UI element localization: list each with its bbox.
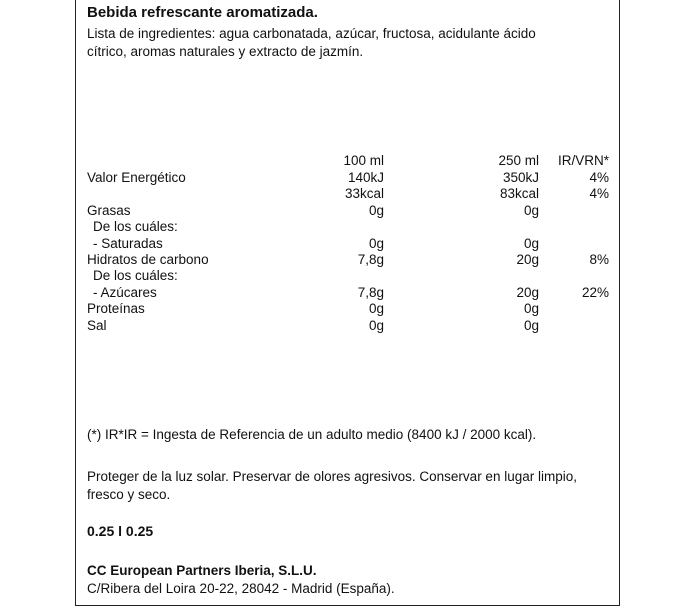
salt-100ml: 0g [368, 318, 384, 333]
row-label-saturated: - Saturadas [93, 236, 163, 251]
company-address: C/Ribera del Loira 20-22, 28042 - Madrid (España). [87, 581, 395, 596]
carbohydrates-250ml: 20g [516, 252, 539, 267]
carbohydrates-ir: 8% [589, 252, 609, 267]
protein-100ml: 0g [368, 301, 384, 316]
row-label-carbohydrates: Hidratos de carbono [87, 252, 209, 267]
row-label-salt: Sal [87, 318, 107, 333]
ingredients-list: Lista de ingredientes: agua carbonatada, azúcar, fructosa, acidulante ácido cítrico, aromas naturales y extracto de jazmín. [87, 26, 536, 59]
salt-250ml: 0g [523, 318, 539, 333]
row-label-energy: Valor Energético [87, 170, 186, 185]
energy-kcal-ir: 4% [589, 186, 609, 201]
row-label-fat-of-which: De los cuáles: [93, 219, 178, 234]
row-label-fat: Grasas [87, 203, 131, 218]
protein-250ml: 0g [523, 301, 539, 316]
sugars-100ml: 7,8g [357, 285, 384, 300]
header-250ml: 250 ml [498, 153, 539, 168]
storage-instructions: Proteger de la luz solar. Preservar de olores agresivos. Conservar en lugar limpio, fresco y seco. [87, 469, 577, 502]
sugars-ir: 22% [581, 285, 609, 300]
volume-text: 0.25 l 0.25 [87, 523, 154, 539]
fat-100ml: 0g [368, 203, 384, 218]
row-label-sugars: - Azúcares [93, 285, 157, 300]
saturated-250ml: 0g [523, 236, 539, 251]
row-label-protein: Proteínas [87, 301, 145, 316]
fat-250ml: 0g [523, 203, 539, 218]
saturated-100ml: 0g [368, 236, 384, 251]
energy-kj-ir: 4% [589, 170, 609, 185]
product-title: Bebida refrescante aromatizada. [87, 4, 318, 21]
energy-kj-250ml: 350kJ [502, 170, 539, 185]
carbohydrates-100ml: 7,8g [357, 252, 384, 267]
sugars-250ml: 20g [516, 285, 539, 300]
header-ir-vrn: IR/VRN* [557, 153, 609, 168]
header-100ml: 100 ml [343, 153, 384, 168]
energy-kcal-250ml: 83kcal [499, 186, 539, 201]
energy-kcal-100ml: 33kcal [344, 186, 384, 201]
energy-kj-100ml: 140kJ [347, 170, 384, 185]
company-name: CC European Partners Iberia, S.L.U. [87, 563, 317, 578]
product-label-panel [75, 0, 620, 606]
row-label-carbs-of-which: De los cuáles: [93, 268, 178, 283]
reference-intake-footnote: (*) IR*IR = Ingesta de Referencia de un adulto medio (8400 kJ / 2000 kcal). [87, 427, 537, 442]
